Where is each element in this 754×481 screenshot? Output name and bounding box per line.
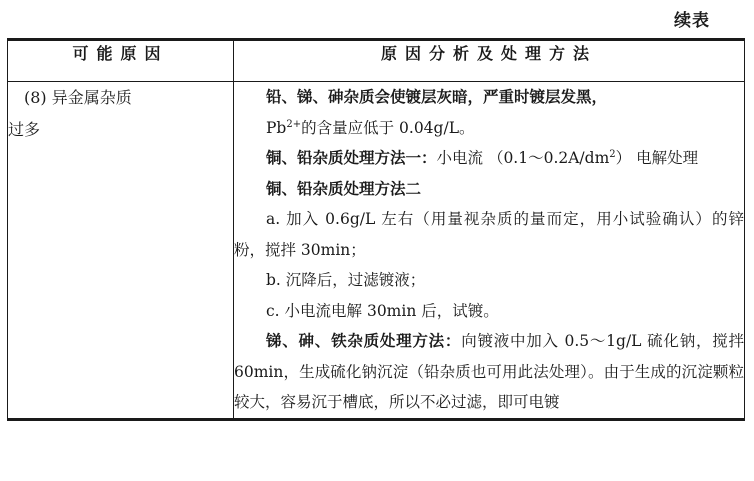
method-one-unit-sup: 2 [609, 148, 616, 160]
troubleshooting-table [7, 38, 745, 421]
method-two-title: 铜、铅杂质处理方法二 [266, 178, 422, 198]
header-possible-cause: 可能原因 [8, 40, 234, 82]
method-three-text: 向镀液中加入 0.5～1g/L 硫化钠，搅拌 60min，生成硫化钠沉淀（铅杂质也可用此法处理）。由于生成的沉淀颗粒较大，容易沉于槽底，所以不必过滤，即可电镀 [234, 332, 744, 411]
method-two-step-a: a. 加入 0.6g/L 左右（用量视杂质的量而定，用小试验确认）的锌粉，搅拌 30min； [234, 210, 744, 259]
analysis-para-2 [234, 113, 744, 144]
pb-charge: 2+ [286, 118, 302, 130]
method-one-title: 铜、铅杂质处理方法一： [266, 148, 437, 167]
method-three-title: 锑、砷、铁杂质处理方法： [266, 331, 462, 350]
method-two-step-b: b. 沉降后，过滤镀液； [266, 271, 426, 289]
method-one-text-a: 小电流 （0.1～0.2A/dm [436, 149, 610, 167]
method-two-step-c: c. 小电流电解 30min 后，试镀。 [266, 301, 499, 320]
analysis-cell [234, 82, 745, 420]
table-row [8, 82, 745, 420]
cause-text-line2: 过多 [8, 120, 41, 139]
cause-cell [8, 82, 234, 420]
continued-label: 续表 [674, 11, 710, 31]
analysis-para-1: 铅、锑、砷杂质会使镀层灰暗，严重时镀层发黑， [266, 87, 608, 106]
header-analysis-method: 原因分析及处理方法 [234, 40, 745, 82]
analysis-para-3 [234, 143, 744, 174]
pb-limit-text: 的含量应低于 0.04g/L。 [301, 118, 475, 137]
analysis-para-8 [234, 326, 744, 418]
table-header-row [8, 40, 745, 82]
cause-text-line1: (8) 异金属杂质 [24, 88, 132, 107]
method-one-text-b: ） 电解处理 [615, 149, 699, 167]
pb-symbol: Pb [266, 118, 287, 137]
